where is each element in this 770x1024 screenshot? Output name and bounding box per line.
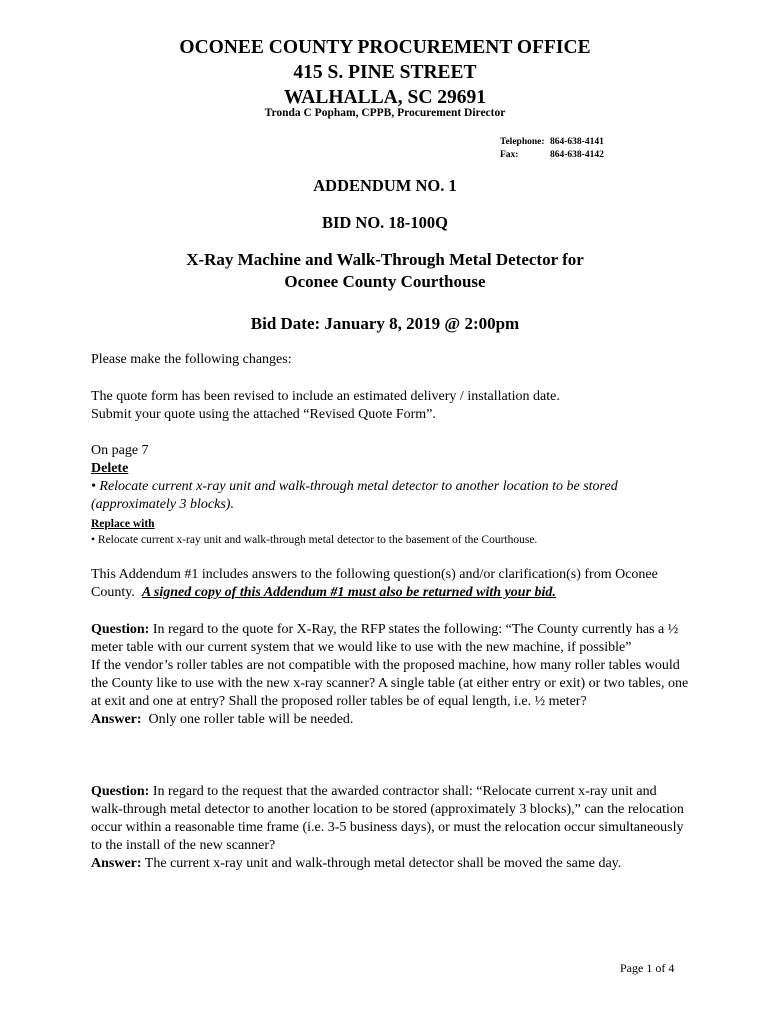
bid-number: BID NO. 18-100Q (321, 213, 449, 232)
fax-line (500, 149, 604, 162)
replace-text: • Relocate current x-ray unit and walk-through metal detector to the basement of the Courthouse. (91, 534, 538, 546)
project-title-line1: X-Ray Machine and Walk-Through Metal Detector for (186, 250, 584, 269)
addendum-number: ADDENDUM NO. 1 (313, 176, 457, 195)
office-name: OCONEE COUNTY PROCUREMENT OFFICE (179, 37, 591, 58)
question-block-2 (91, 783, 691, 873)
telephone-value: 864-638-4141 (550, 137, 604, 147)
project-title-line2: Oconee County Courthouse (284, 272, 486, 291)
question-text: In regard to the quote for X-Ray, the RFP states the following: “The County currently has a ½ meter table with our current system that we would like to use with the new machine, if possible” (91, 622, 679, 655)
procurement-director: Tronda C Popham, CPPB, Procurement Director (264, 107, 506, 119)
bid-date: Bid Date: January 8, 2019 @ 2:00pm (250, 314, 520, 333)
addendum-intro-paragraph (91, 566, 691, 602)
question-label: Question: (91, 622, 150, 637)
answer-label: Answer: (91, 856, 142, 871)
fax-label: Fax: (500, 150, 519, 160)
intro-line: Please make the following changes: (91, 352, 292, 367)
telephone-line (500, 136, 604, 149)
quote-form-line2: Submit your quote using the attached “Revised Quote Form”. (91, 407, 436, 422)
question-label: Question: (91, 784, 150, 799)
answer-text: The current x-ray unit and walk-through metal detector shall be moved the same day. (144, 856, 622, 871)
addendum-intro-text: This Addendum #1 includes answers to the following question(s) and/or clarification(s) from Oconee County. (91, 567, 658, 600)
quote-form-line1: The quote form has been revised to include an estimated delivery / installation date. (91, 389, 560, 404)
intro-text (91, 351, 691, 369)
question-text-followup: If the vendor’s roller tables are not compatible with the proposed machine, how many roller tables would the County like to use with the new x-ray scanner? A single table (at either entry or exit) or two tables, one at exit and one at entry? Shall the proposed roller tables be of equal length, i.e. ½ meter? (91, 658, 689, 709)
replace-label: Replace with (91, 518, 155, 530)
office-city: WALHALLA, SC 29691 (283, 87, 487, 108)
delete-label: Delete (91, 461, 129, 476)
page-number: Page 1 of 4 (620, 961, 675, 975)
question-text: In regard to the request that the awarded contractor shall: “Relocate current x-ray unit and walk-through metal detector to another location to be stored (approximately 3 blocks),” can the relocation occur within a reasonable time frame (i.e. 3-5 business days), or must the relocation occur simultaneously to the install of the new scanner? (91, 784, 684, 853)
answer-text: Only one roller table will be needed. (148, 712, 354, 727)
answer-label: Answer: (91, 712, 142, 727)
quote-form-paragraph (91, 388, 691, 424)
office-street: 415 S. PINE STREET (293, 62, 477, 83)
addendum-return-notice: A signed copy of this Addendum #1 must also be returned with your bid. (141, 585, 556, 600)
telephone-label: Telephone: (500, 137, 545, 147)
delete-text: • Relocate current x-ray unit and walk-through metal detector to another location to be stored (approximately 3 blocks). (91, 479, 618, 512)
page-reference: On page 7 (91, 443, 149, 458)
fax-value: 864-638-4142 (550, 150, 604, 160)
question-block-1 (91, 621, 691, 729)
page-7-changes (91, 442, 691, 548)
